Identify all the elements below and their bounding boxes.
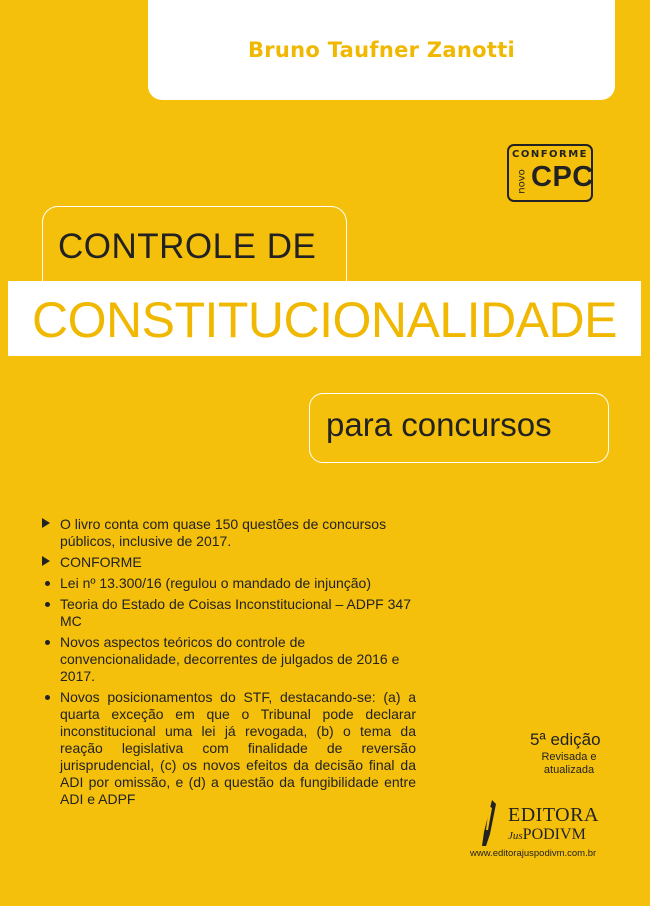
cpc-badge — [507, 144, 593, 202]
bullet-text: CONFORME — [60, 554, 142, 570]
edition-note: Revisada e atualizada — [541, 751, 597, 776]
sub-bullet-list — [40, 575, 416, 808]
bullet-content — [40, 516, 416, 812]
bullet-item — [40, 516, 416, 550]
publisher-sub — [508, 826, 586, 844]
sub-bullet-item — [40, 689, 416, 808]
bullet-text: O livro conta com quase 150 questões de concursos públicos, inclusive de 2017. — [60, 516, 387, 549]
publisher-name: EDITORA — [508, 804, 599, 826]
dot-bullet-icon — [45, 640, 50, 645]
dot-bullet-icon — [45, 581, 50, 586]
dot-bullet-icon — [45, 695, 50, 700]
sub-bullet-item — [40, 596, 416, 630]
publisher-sub-prefix: Jus — [508, 830, 523, 842]
publisher-logo — [470, 800, 620, 850]
pen-nib-icon — [480, 800, 498, 848]
sub-bullet-item — [40, 634, 416, 685]
sub-bullet-text: Novos aspectos teóricos do controle de convencionalidade, decorrentes de julgados de 2016 e 2017. — [60, 634, 400, 684]
author-box — [148, 0, 615, 100]
badge-side-text: novo — [516, 169, 528, 194]
subtitle-box — [309, 393, 609, 463]
publisher-website: www.editorajuspodivm.com.br — [470, 848, 597, 859]
author-name: Bruno Taufner Zanotti — [247, 38, 516, 62]
bullet-item — [40, 554, 416, 571]
title-line-1: CONTROLE DE — [58, 227, 317, 266]
triangle-bullet-icon — [42, 518, 50, 528]
sub-bullet-text: Novos posicionamentos do STF, destacando-se: (a) a quarta exceção em que o Tribunal pode declarar inconstitucional uma lei já revogada, (b) o tema da reação legislativa com finalidade de reversão jurisprudencial, (c) os novos efeitos da decisão final da ADI por omissão, e (d) a questão da fungibilidade entre ADI e ADPF — [60, 689, 416, 807]
triangle-bullet-icon — [42, 556, 50, 566]
badge-main-text: CPC — [531, 161, 594, 193]
sub-bullet-text: Teoria do Estado de Coisas Inconstitucional – ADPF 347 MC — [60, 596, 411, 629]
sub-bullet-item — [40, 575, 416, 592]
title-band — [8, 281, 641, 356]
publisher-sub-name: PODIVM — [522, 826, 586, 843]
sub-bullet-text: Lei nº 13.300/16 (regulou o mandado de injunção) — [60, 575, 372, 591]
badge-top-text: CONFORME — [511, 149, 589, 160]
edition-label: 5ª edição — [530, 730, 601, 749]
subtitle: para concursos — [326, 406, 552, 443]
title-line-2: CONSTITUCIONALIDADE — [31, 292, 617, 348]
dot-bullet-icon — [45, 602, 50, 607]
